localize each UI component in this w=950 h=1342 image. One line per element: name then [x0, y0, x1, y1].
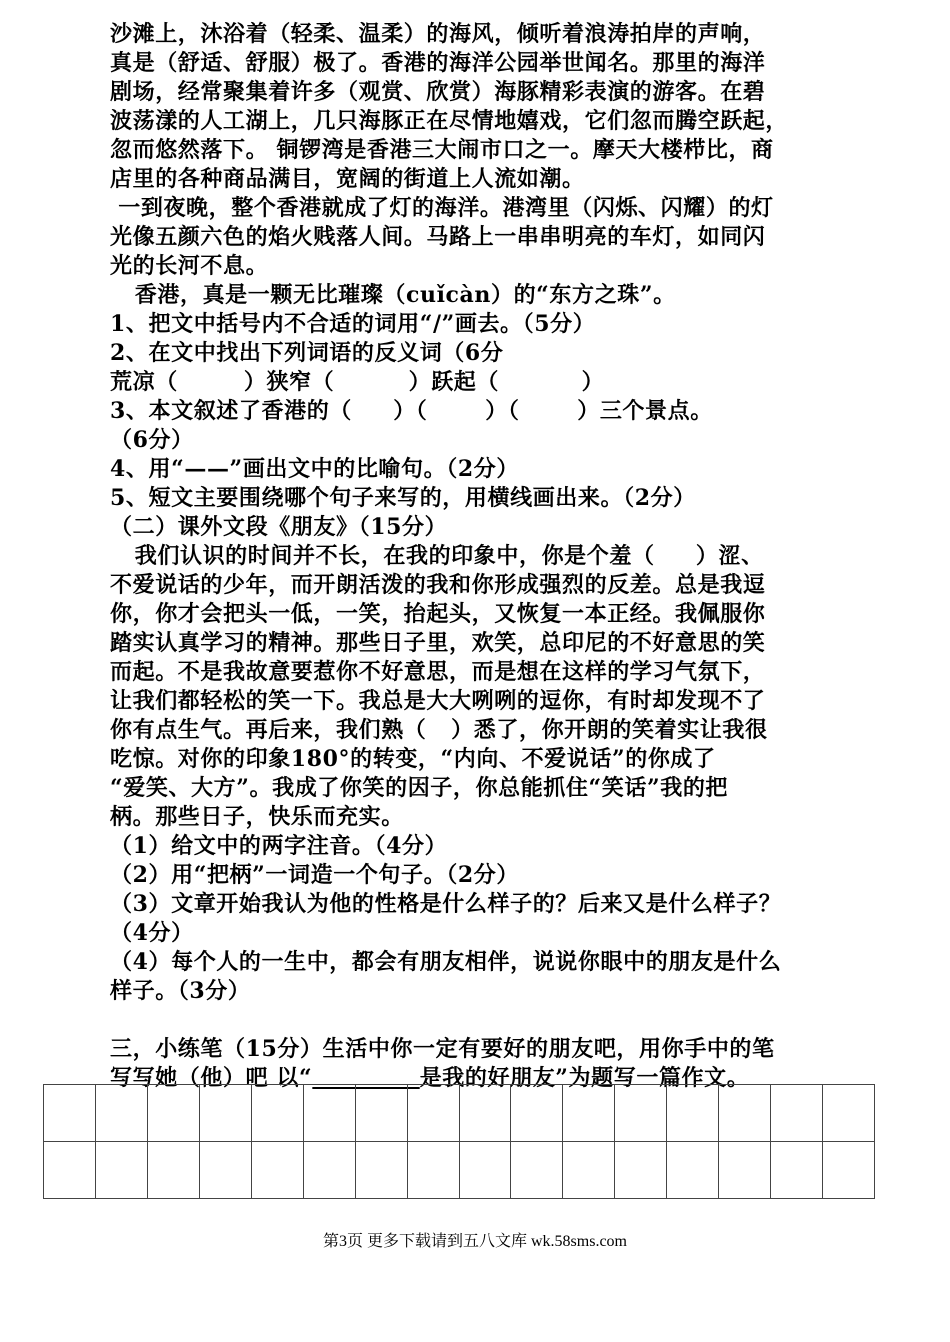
- question-line: （2）用“把柄”一词造一个句子。（2分）: [110, 862, 519, 888]
- grid-cell[interactable]: [667, 1142, 719, 1199]
- passage2-line: 踏实认真学习的精神。那些日子里，欢笑，总印尼的不好意思的笑: [110, 630, 766, 656]
- question-line: （4）每个人的一生中，都会有朋友相伴，说说你眼中的朋友是什么: [110, 949, 782, 975]
- passage2-line: 你有点生气。再后来，我们熟（ ）悉了，你开朗的笑着实让我很: [110, 717, 768, 743]
- question-line: 荒凉（ ）狭窄（ ）跃起（ ）: [110, 369, 605, 395]
- passage1-line: 波荡漾的人工湖上，几只海豚正在尽情地嬉戏，它们忽而腾空跃起，: [110, 108, 789, 134]
- grid-cell[interactable]: [615, 1085, 667, 1142]
- question-line: 4、用“——”画出文中的比喻句。（2分）: [110, 456, 519, 482]
- page-footer: 第3页 更多下载请到五八文库 wk.58sms.com: [322, 1233, 627, 1250]
- question-line: 样子。（3分）: [110, 978, 251, 1004]
- grid-row: [44, 1142, 875, 1199]
- grid-cell[interactable]: [44, 1085, 96, 1142]
- spacer: [110, 1006, 880, 1035]
- question-line: （6分）: [110, 427, 194, 453]
- text-body: [110, 20, 880, 1093]
- question-line: 3、本文叙述了香港的（ ）（ ）（ ）三个景点。: [110, 398, 713, 424]
- prompt-text: 写写她（他）吧 以“: [110, 1065, 313, 1091]
- question-line: （3）文章开始我认为他的性格是什么样子的？后来又是什么样子？: [110, 891, 782, 917]
- grid-cell[interactable]: [95, 1085, 147, 1142]
- grid-cell[interactable]: [511, 1142, 563, 1199]
- grid-cell[interactable]: [615, 1142, 667, 1199]
- grid-cell[interactable]: [511, 1085, 563, 1142]
- passage2-line: 而起。不是我故意要惹你不好意思，而是想在这样的学习气氛下，: [110, 659, 766, 685]
- grid-cell[interactable]: [303, 1142, 355, 1199]
- grid-cell[interactable]: [355, 1085, 407, 1142]
- passage1-line: 真是（舒适、舒服）极了。香港的海洋公园举世闻名。那里的海洋: [110, 50, 766, 76]
- grid-cell[interactable]: [251, 1142, 303, 1199]
- grid-cell[interactable]: [667, 1085, 719, 1142]
- grid-cell[interactable]: [719, 1142, 771, 1199]
- grid-cell[interactable]: [407, 1085, 459, 1142]
- passage1-line: 光像五颜六色的焰火贱落人间。马路上一串串明亮的车灯，如同闪: [110, 224, 766, 250]
- grid-cell[interactable]: [199, 1142, 251, 1199]
- grid-cell[interactable]: [563, 1142, 615, 1199]
- passage2-line: 柄。那些日子，快乐而充实。: [110, 804, 404, 830]
- section-title: （二）课外文段《朋友》（15分）: [110, 514, 448, 540]
- writing-grid: [43, 1084, 875, 1199]
- grid-row: [44, 1085, 875, 1142]
- grid-cell[interactable]: [563, 1085, 615, 1142]
- passage1-line: 香港，真是一颗无比璀璨（cuǐcàn）的“东方之珠”。: [110, 282, 676, 308]
- grid-cell[interactable]: [199, 1085, 251, 1142]
- grid-cell[interactable]: [147, 1142, 199, 1199]
- question-line: （4分）: [110, 920, 194, 946]
- passage1-line: 光的长河不息。: [110, 253, 269, 279]
- passage1-line: 剧场，经常聚集着许多（观赏、欣赏）海豚精彩表演的游客。在碧: [110, 79, 766, 105]
- passage2-line: 你，你才会把头一低，一笑，抬起头，又恢复一本正经。我佩服你: [110, 601, 766, 627]
- passage2-line: 不爱说话的少年，而开朗活泼的我和你形成强烈的反差。总是我逗: [110, 572, 766, 598]
- passage2-line: 我们认识的时间并不长，在我的印象中，你是个羞（ ）涩、: [110, 543, 764, 569]
- grid-cell[interactable]: [251, 1085, 303, 1142]
- grid-cell[interactable]: [823, 1085, 875, 1142]
- question-line: 2、在文中找出下列词语的反义词（6分: [110, 340, 504, 366]
- grid-cell[interactable]: [719, 1085, 771, 1142]
- grid-cell[interactable]: [147, 1085, 199, 1142]
- grid-cell[interactable]: [459, 1142, 511, 1199]
- grid-cell[interactable]: [355, 1142, 407, 1199]
- question-line: 1、把文中括号内不合适的词用“/”画去。（5分）: [110, 311, 596, 337]
- question-line: 5、短文主要围绕哪个句子来写的，用横线画出来。（2分）: [110, 485, 696, 511]
- passage1-line: 一到夜晚，整个香港就成了灯的海洋。港湾里（闪烁、闪耀）的灯: [110, 195, 774, 221]
- grid-cell[interactable]: [823, 1142, 875, 1199]
- composition-prompt: 三，小练笔（15分）生活中你一定有要好的朋友吧，用你手中的笔: [110, 1036, 775, 1062]
- grid-cell[interactable]: [95, 1142, 147, 1199]
- prompt-text: 是我的好朋友”为题写一篇作文。: [419, 1065, 750, 1091]
- passage1-line: 沙滩上，沐浴着（轻柔、温柔）的海风，倾听着浪涛拍岸的声响，: [110, 21, 766, 47]
- passage2-line: 吃惊。对你的印象180°的转变，“内向、不爱说话”的你成了: [110, 746, 716, 772]
- question-line: （1）给文中的两字注音。（4分）: [110, 833, 448, 859]
- passage2-line: 让我们都轻松的笑一下。我总是大大咧咧的逗你，有时却发现不了: [110, 688, 766, 714]
- passage2-line: “爱笑、大方”。我成了你笑的因子，你总能抓住“笑话”我的把: [110, 775, 729, 801]
- grid-cell[interactable]: [771, 1142, 823, 1199]
- passage1-line: 忽而悠然落下。 铜锣湾是香港三大闹市口之一。摩天大楼栉比，商: [110, 137, 774, 163]
- grid-cell[interactable]: [771, 1085, 823, 1142]
- passage1-line: 店里的各种商品满目，宽阔的街道上人流如潮。: [110, 166, 585, 192]
- grid-cell[interactable]: [44, 1142, 96, 1199]
- grid-cell[interactable]: [303, 1085, 355, 1142]
- grid-cell[interactable]: [459, 1085, 511, 1142]
- grid-cell[interactable]: [407, 1142, 459, 1199]
